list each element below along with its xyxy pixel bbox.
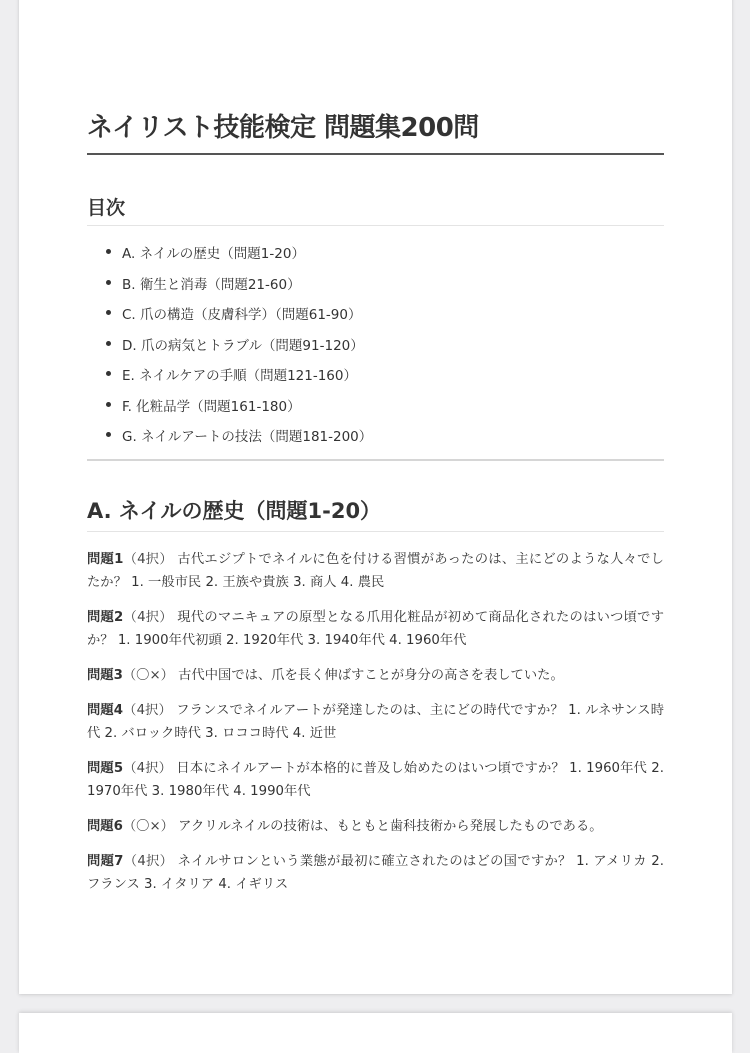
question-number: 問題2 [87, 610, 124, 625]
bullet-icon [106, 371, 111, 376]
question-number: 問題5 [87, 761, 124, 776]
bullet-icon [106, 280, 111, 285]
bullet-icon [106, 310, 111, 315]
toc-item-label: F. 化粧品学（問題161-180） [122, 398, 301, 415]
question-item [87, 757, 664, 803]
section-divider [87, 459, 664, 461]
toc-item-label: A. ネイルの歴史（問題1-20） [122, 246, 305, 262]
toc-heading: 目次 [87, 197, 126, 219]
question-number: 問題1 [87, 552, 124, 567]
bullet-icon [106, 402, 111, 407]
bullet-icon [106, 249, 111, 254]
question-number: 問題6 [87, 819, 123, 834]
document-title: ネイリスト技能検定 問題集200問 [87, 113, 479, 143]
toc-item-g[interactable] [87, 425, 664, 456]
question-type: （〇×） [122, 819, 174, 834]
question-text: 現代のマニキュアの原型となる爪用化粧品が初めて商品化されたのはいつ頃ですか？ 1. 1900年代初頭 2. 1920年代 3. 1940年代 4. 1960年代 [87, 610, 664, 648]
question-type: （〇×） [122, 668, 174, 683]
question-type: （4択） [123, 761, 173, 776]
question-text: アクリルネイルの技術は、もともと歯科技術から発展したものである。 [178, 819, 603, 834]
question-text: 古代エジプトでネイルに色を付ける習慣があったのは、主にどのような人々でしたか？ 1. 一般市民 2. 王族や貴族 3. 商人 4. 農民 [87, 552, 664, 590]
toc-item-label: B. 衛生と消毒（問題21-60） [122, 276, 301, 293]
title-divider [87, 153, 664, 155]
question-item [87, 548, 664, 594]
next-document-page [19, 1013, 732, 1053]
toc-item-label: E. ネイルケアの手順（問題121-160） [122, 368, 357, 384]
section-heading-divider [87, 531, 664, 532]
question-item [87, 699, 664, 745]
document-page [19, 0, 732, 994]
question-list [87, 548, 664, 908]
toc-heading-divider [87, 225, 664, 226]
question-type: （4択） [123, 854, 174, 869]
bullet-icon [106, 432, 111, 437]
toc-item-f[interactable] [87, 395, 664, 426]
toc-item-d[interactable] [87, 334, 664, 365]
toc-item-e[interactable] [87, 364, 664, 395]
toc-item-b[interactable] [87, 273, 664, 304]
question-number: 問題4 [87, 703, 124, 718]
section-heading: A. ネイルの歴史（問題1-20） [87, 499, 382, 523]
question-item [87, 664, 664, 687]
question-item [87, 815, 664, 838]
question-text: 日本にネイルアートが本格的に普及し始めたのはいつ頃ですか？ 1. 1960年代 2. 1970年代 3. 1980年代 4. 1990年代 [87, 761, 664, 799]
bullet-icon [106, 341, 111, 346]
question-text: フランスでネイルアートが発達したのは、主にどの時代ですか？ 1. ルネサンス時代 2. バロック時代 3. ロココ時代 4. 近世 [87, 703, 664, 741]
question-number: 問題7 [87, 854, 124, 869]
question-text: ネイルサロンという業態が最初に確立されたのはどの国ですか？ 1. アメリカ 2. フランス 3. イタリア 4. イギリス [87, 854, 664, 892]
toc-item-label: C. 爪の構造（皮膚科学）（問題61-90） [122, 307, 362, 323]
question-text: 古代中国では、爪を長く伸ばすことが身分の高さを表していた。 [178, 668, 564, 683]
toc-item-label: G. ネイルアートの技法（問題181-200） [122, 429, 373, 445]
question-item [87, 606, 664, 652]
toc-list [87, 242, 664, 456]
question-number: 問題3 [87, 668, 123, 683]
question-type: （4択） [123, 610, 173, 625]
question-item [87, 850, 664, 896]
question-type: （4択） [123, 552, 173, 567]
toc-item-c[interactable] [87, 303, 664, 334]
question-type: （4択） [123, 703, 172, 718]
toc-item-label: D. 爪の病気とトラブル（問題91-120） [122, 337, 364, 354]
toc-item-a[interactable] [87, 242, 664, 273]
